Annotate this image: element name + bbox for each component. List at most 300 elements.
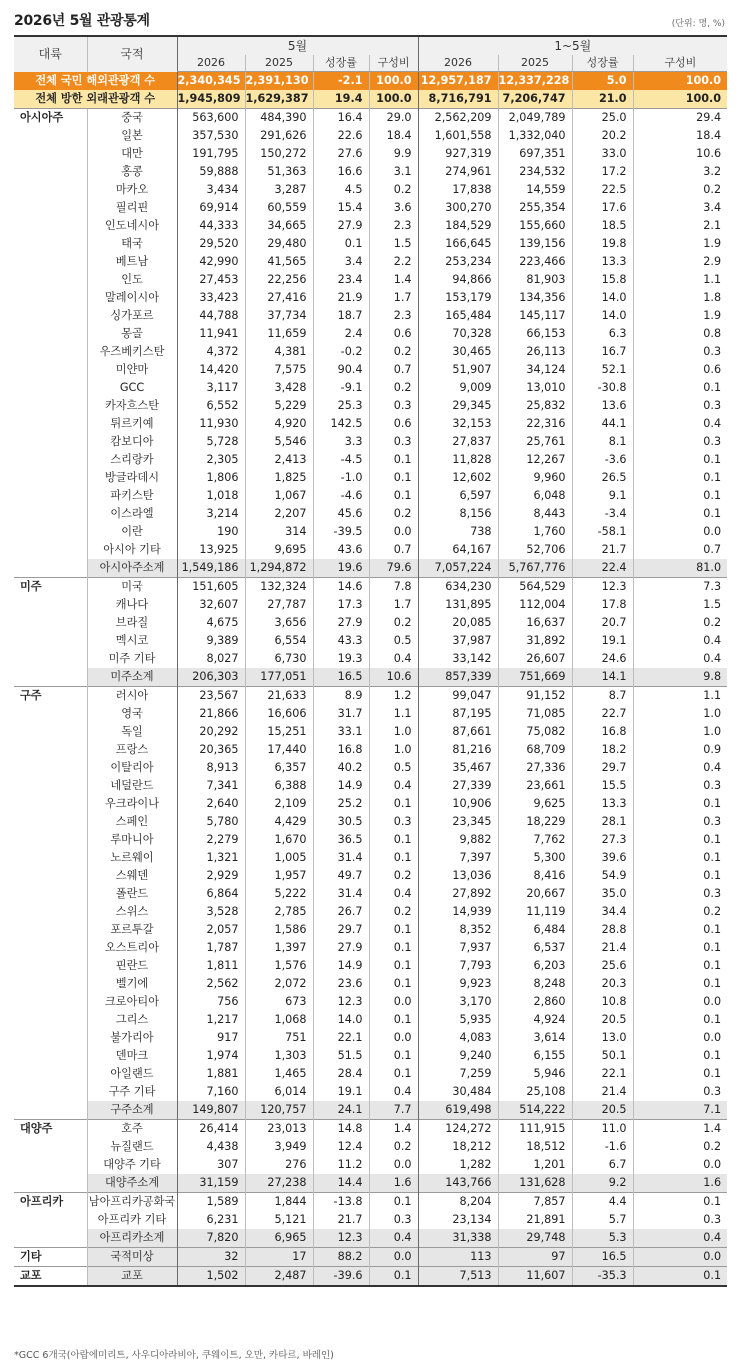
cell-may-growth: 16.5: [313, 668, 369, 687]
cell-cum-share: 0.4: [633, 759, 727, 777]
table-row: [14, 541, 727, 559]
cell-cum-share: 0.8: [633, 325, 727, 343]
cell-cum-growth: 16.7: [572, 343, 633, 361]
country-name: 프랑스: [87, 741, 177, 759]
cell-cum-2026: 165,484: [418, 307, 498, 325]
cell-cum-share: 0.6: [633, 361, 727, 379]
cell-cum-growth: 14.0: [572, 307, 633, 325]
cell-cum-2025: 81,903: [498, 271, 572, 289]
cell-may-share: 0.5: [369, 759, 418, 777]
table-row: [14, 1138, 727, 1156]
cell-cum-2026: 7,397: [418, 849, 498, 867]
cell-may-2026: 1,321: [177, 849, 245, 867]
cell-may-2026: 31,159: [177, 1174, 245, 1193]
table-row: [14, 487, 727, 505]
cell-cum-share: 0.4: [633, 1229, 727, 1248]
cell-may-2025: 37,734: [245, 307, 313, 325]
cell-may-growth: 27.6: [313, 145, 369, 163]
cell-may-share: 0.2: [369, 867, 418, 885]
table-row: [14, 397, 727, 415]
cell-may-share: 0.4: [369, 650, 418, 668]
table-row: [14, 163, 727, 181]
cell-may-growth: 14.8: [313, 1120, 369, 1139]
cell-cum-2025: 145,117: [498, 307, 572, 325]
cell-may-2025: 29,480: [245, 235, 313, 253]
cell-may-share: 1.7: [369, 596, 418, 614]
cell-may-2026: 1,549,186: [177, 559, 245, 578]
table-row: [14, 885, 727, 903]
cell-may-2026: 3,214: [177, 505, 245, 523]
cell-cum-2025: 71,085: [498, 705, 572, 723]
country-name: 싱가포르: [87, 307, 177, 325]
table-row: [14, 289, 727, 307]
cell-cum-2026: 274,961: [418, 163, 498, 181]
cell-cum-2025: 16,637: [498, 614, 572, 632]
cell-cum-share: 81.0: [633, 559, 727, 578]
cell-cum-2025: 139,156: [498, 235, 572, 253]
cell-may-growth: 14.0: [313, 1011, 369, 1029]
cell-may-share: 0.1: [369, 975, 418, 993]
cell-cum-share: 1.8: [633, 289, 727, 307]
cell-may-growth: 27.9: [313, 614, 369, 632]
cell-may-2026: 32,607: [177, 596, 245, 614]
cell-may-share: 1.0: [369, 741, 418, 759]
table-row: [14, 1211, 727, 1229]
table-row: [14, 614, 727, 632]
cell-cum-2025: 6,484: [498, 921, 572, 939]
header-region: 대륙: [14, 36, 87, 72]
cell-may-2025: 291,626: [245, 127, 313, 145]
table-row: [14, 596, 727, 614]
cell-cum-share: 0.3: [633, 343, 727, 361]
header-may-growth: 성장률: [313, 55, 369, 72]
cell-may-growth: 14.9: [313, 957, 369, 975]
cell-may-2025: 132,324: [245, 578, 313, 597]
cell-cum-2025: 134,356: [498, 289, 572, 307]
cell-may-2025: 1,068: [245, 1011, 313, 1029]
cell-cum-2025: 91,152: [498, 687, 572, 706]
cell-cum-2025: 111,915: [498, 1120, 572, 1139]
cell-may-2026: 1,589: [177, 1193, 245, 1212]
cell-cum-growth: 20.7: [572, 614, 633, 632]
cell-cum-2025: 31,892: [498, 632, 572, 650]
cell-may-share: 0.2: [369, 1138, 418, 1156]
cell-cum-2025: 564,529: [498, 578, 572, 597]
cell-may-share: 0.2: [369, 379, 418, 397]
cell-cum-share: 1.4: [633, 1120, 727, 1139]
table-row: [14, 650, 727, 668]
cell-cum-share: 29.4: [633, 109, 727, 128]
region-cell: 교포: [14, 1267, 87, 1287]
cell-may-2026: 2,057: [177, 921, 245, 939]
country-name: 홍콩: [87, 163, 177, 181]
cell-cum-share: 0.1: [633, 1011, 727, 1029]
cell-may-2026: 357,530: [177, 127, 245, 145]
total-label: 전체 방한 외래관광객 수: [14, 90, 177, 109]
cell-cum-2025: 131,628: [498, 1174, 572, 1193]
cell-cum-2025: 75,082: [498, 723, 572, 741]
cell-cum-2025: 12,267: [498, 451, 572, 469]
cell-may-2026: 1,217: [177, 1011, 245, 1029]
cell-cum-share: 0.0: [633, 1248, 727, 1267]
cell-may-2026: 307: [177, 1156, 245, 1174]
cell-may-growth: 4.5: [313, 181, 369, 199]
cell-may-growth: 12.3: [313, 1229, 369, 1248]
cell-may-growth: 17.3: [313, 596, 369, 614]
cell-cum-2025: 2,860: [498, 993, 572, 1011]
cell-may-share: 0.0: [369, 993, 418, 1011]
cell-cum-growth: 14.0: [572, 289, 633, 307]
country-name: 미주 기타: [87, 650, 177, 668]
cell-may-growth: 21.9: [313, 289, 369, 307]
cell-cum-growth: 14.1: [572, 668, 633, 687]
cell-cum-growth: 22.5: [572, 181, 633, 199]
cell-may-share: 0.7: [369, 541, 418, 559]
table-row: [14, 109, 727, 128]
cell-may-2026: 42,990: [177, 253, 245, 271]
cell-cum-2025: 26,113: [498, 343, 572, 361]
footnote: *GCC 6개국(아랍에미리트, 사우디아라비아, 쿠웨이트, 오만, 카타르, 바레인): [14, 1350, 334, 1361]
cell-cum-share: 0.0: [633, 993, 727, 1011]
cell-cum-2026: 166,645: [418, 235, 498, 253]
cell-cum-2026: 253,234: [418, 253, 498, 271]
cell-may-2025: 177,051: [245, 668, 313, 687]
cell-may-2026: 21,866: [177, 705, 245, 723]
cell-cum-2026: 153,179: [418, 289, 498, 307]
cell-cum-growth: 20.5: [572, 1101, 633, 1120]
cell-may-share: 0.1: [369, 849, 418, 867]
cell-may-growth: 3.3: [313, 433, 369, 451]
country-name: 이란: [87, 523, 177, 541]
cell-may-2026: 2,305: [177, 451, 245, 469]
cell-may-2026: 1,811: [177, 957, 245, 975]
cell-cum-share: 1.0: [633, 705, 727, 723]
header-cum-2025: 2025: [498, 55, 572, 72]
cell-may-growth: 14.6: [313, 578, 369, 597]
cell-may-growth: 49.7: [313, 867, 369, 885]
cell-may-2025: 1,465: [245, 1065, 313, 1083]
cell-cum-share: 0.2: [633, 1138, 727, 1156]
cell-cum-growth: 8.1: [572, 433, 633, 451]
region-cell: 미주: [14, 578, 87, 687]
cell-cum-2025: 18,229: [498, 813, 572, 831]
country-name: 인도네시아: [87, 217, 177, 235]
cell-may-share: 1.0: [369, 723, 418, 741]
cell-may-growth: -39.6: [313, 1267, 369, 1287]
country-name: 노르웨이: [87, 849, 177, 867]
cell-cum-growth: 17.2: [572, 163, 633, 181]
cell-cum-growth: 33.0: [572, 145, 633, 163]
cell-cum-2026: 8,716,791: [418, 90, 498, 109]
cell-cum-growth: 27.3: [572, 831, 633, 849]
cell-may-share: 0.1: [369, 795, 418, 813]
cell-cum-share: 0.3: [633, 885, 727, 903]
country-name: 크로아티아: [87, 993, 177, 1011]
country-name: 멕시코: [87, 632, 177, 650]
cell-cum-2026: 20,085: [418, 614, 498, 632]
cell-cum-share: 0.2: [633, 614, 727, 632]
cell-cum-growth: 5.0: [572, 72, 633, 91]
cell-cum-growth: 13.6: [572, 397, 633, 415]
cell-may-share: 2.3: [369, 307, 418, 325]
cell-cum-share: 3.2: [633, 163, 727, 181]
cell-cum-2025: 25,761: [498, 433, 572, 451]
cell-cum-share: 0.1: [633, 1193, 727, 1212]
cell-may-2025: 1,005: [245, 849, 313, 867]
header-may: 5월: [177, 36, 418, 55]
subtotal-row: [14, 559, 727, 578]
cell-cum-2026: 70,328: [418, 325, 498, 343]
cell-cum-2026: 1,601,558: [418, 127, 498, 145]
cell-may-2026: 5,780: [177, 813, 245, 831]
cell-may-2025: 17,440: [245, 741, 313, 759]
table-row: [14, 741, 727, 759]
cell-may-share: 0.1: [369, 1193, 418, 1212]
header-may-share: 구성비: [369, 55, 418, 72]
cell-may-growth: 16.6: [313, 163, 369, 181]
table-row: [14, 235, 727, 253]
country-name: 튀르키예: [87, 415, 177, 433]
country-name: 아일랜드: [87, 1065, 177, 1083]
country-name: 필리핀: [87, 199, 177, 217]
cell-may-2025: 120,757: [245, 1101, 313, 1120]
cell-may-share: 0.1: [369, 1047, 418, 1065]
cell-may-2026: 206,303: [177, 668, 245, 687]
country-name: 구주 기타: [87, 1083, 177, 1101]
cell-cum-2025: 14,559: [498, 181, 572, 199]
table-row: [14, 1047, 727, 1065]
table-row: [14, 795, 727, 813]
table-row: [14, 975, 727, 993]
cell-cum-2025: 66,153: [498, 325, 572, 343]
cell-may-2026: 2,562: [177, 975, 245, 993]
cell-cum-2025: 5,300: [498, 849, 572, 867]
tourism-stats-table: [14, 35, 727, 1287]
country-name: 오스트리아: [87, 939, 177, 957]
cell-cum-2025: 97: [498, 1248, 572, 1267]
cell-may-2026: 59,888: [177, 163, 245, 181]
cell-may-2025: 3,428: [245, 379, 313, 397]
cell-cum-growth: -30.8: [572, 379, 633, 397]
table-row: [14, 831, 727, 849]
header-jan-may: 1~5월: [418, 36, 727, 55]
cell-may-2026: 3,528: [177, 903, 245, 921]
cell-may-share: 0.0: [369, 523, 418, 541]
cell-cum-growth: 54.9: [572, 867, 633, 885]
cell-may-growth: 0.1: [313, 235, 369, 253]
table-row: [14, 723, 727, 741]
cell-may-2026: 191,795: [177, 145, 245, 163]
cell-may-growth: 11.2: [313, 1156, 369, 1174]
cell-may-2025: 1,825: [245, 469, 313, 487]
cell-may-2026: 3,117: [177, 379, 245, 397]
cell-cum-2026: 9,923: [418, 975, 498, 993]
cell-cum-share: 10.6: [633, 145, 727, 163]
cell-cum-share: 0.1: [633, 957, 727, 975]
cell-cum-growth: 21.4: [572, 939, 633, 957]
cell-may-2026: 14,420: [177, 361, 245, 379]
cell-may-2026: 6,864: [177, 885, 245, 903]
cell-cum-2025: 6,048: [498, 487, 572, 505]
cell-cum-share: 1.1: [633, 687, 727, 706]
table-row: [14, 921, 727, 939]
country-name: 그리스: [87, 1011, 177, 1029]
cell-cum-growth: 10.8: [572, 993, 633, 1011]
country-name: 베트남: [87, 253, 177, 271]
cell-may-2025: 2,207: [245, 505, 313, 523]
cell-may-2026: 4,372: [177, 343, 245, 361]
cell-may-2025: 15,251: [245, 723, 313, 741]
table-row: [14, 127, 727, 145]
cell-cum-2025: 155,660: [498, 217, 572, 235]
cell-cum-2026: 11,828: [418, 451, 498, 469]
cell-may-share: 2.3: [369, 217, 418, 235]
table-row: [14, 939, 727, 957]
cell-may-2025: 7,575: [245, 361, 313, 379]
cell-cum-2025: 6,537: [498, 939, 572, 957]
cell-cum-2025: 25,108: [498, 1083, 572, 1101]
cell-cum-2025: 4,924: [498, 1011, 572, 1029]
cell-may-2025: 6,357: [245, 759, 313, 777]
cell-cum-growth: 4.4: [572, 1193, 633, 1212]
subtotal-row: [14, 1248, 727, 1267]
cell-cum-share: 0.1: [633, 795, 727, 813]
cell-cum-growth: 28.1: [572, 813, 633, 831]
cell-cum-2026: 927,319: [418, 145, 498, 163]
table-row: [14, 705, 727, 723]
cell-cum-growth: 15.5: [572, 777, 633, 795]
cell-cum-2026: 87,195: [418, 705, 498, 723]
cell-may-growth: -4.5: [313, 451, 369, 469]
table-row: [14, 379, 727, 397]
cell-cum-growth: 16.8: [572, 723, 633, 741]
country-name: 폴란드: [87, 885, 177, 903]
country-name: 네덜란드: [87, 777, 177, 795]
country-name: 대만: [87, 145, 177, 163]
cell-cum-2026: 13,036: [418, 867, 498, 885]
cell-cum-2026: 35,467: [418, 759, 498, 777]
region-cell: 구주: [14, 687, 87, 1120]
cell-may-2026: 20,365: [177, 741, 245, 759]
cell-may-2026: 8,913: [177, 759, 245, 777]
cell-cum-2026: 27,892: [418, 885, 498, 903]
cell-may-share: 0.7: [369, 361, 418, 379]
country-name: 스웨덴: [87, 867, 177, 885]
country-name: 남아프리카공화국: [87, 1193, 177, 1212]
cell-may-growth: 24.1: [313, 1101, 369, 1120]
country-name: 방글라데시: [87, 469, 177, 487]
cell-may-2026: 917: [177, 1029, 245, 1047]
table-row: [14, 687, 727, 706]
cell-may-growth: 23.6: [313, 975, 369, 993]
cell-cum-share: 9.8: [633, 668, 727, 687]
cell-may-growth: 27.9: [313, 217, 369, 235]
country-name: 이탈리아: [87, 759, 177, 777]
cell-cum-2026: 7,259: [418, 1065, 498, 1083]
cell-cum-growth: 25.6: [572, 957, 633, 975]
cell-cum-growth: 21.0: [572, 90, 633, 109]
cell-cum-share: 100.0: [633, 72, 727, 91]
country-name: 스페인: [87, 813, 177, 831]
cell-cum-2026: 9,009: [418, 379, 498, 397]
table-row: [14, 1065, 727, 1083]
country-name: 미국: [87, 578, 177, 597]
cell-cum-2026: 32,153: [418, 415, 498, 433]
cell-cum-share: 0.4: [633, 415, 727, 433]
cell-cum-2025: 29,748: [498, 1229, 572, 1248]
cell-may-share: 0.5: [369, 632, 418, 650]
cell-may-2026: 756: [177, 993, 245, 1011]
country-name: 캐나다: [87, 596, 177, 614]
cell-cum-2025: 8,443: [498, 505, 572, 523]
cell-cum-share: 0.1: [633, 487, 727, 505]
table-body: [14, 72, 727, 1287]
cell-cum-share: 0.1: [633, 379, 727, 397]
cell-cum-share: 0.2: [633, 181, 727, 199]
cell-may-2025: 16,606: [245, 705, 313, 723]
cell-may-2025: 1,294,872: [245, 559, 313, 578]
cell-may-share: 0.4: [369, 1083, 418, 1101]
cell-may-growth: 19.1: [313, 1083, 369, 1101]
cell-cum-share: 18.4: [633, 127, 727, 145]
cell-may-share: 18.4: [369, 127, 418, 145]
cell-cum-2025: 223,466: [498, 253, 572, 271]
cell-may-share: 79.6: [369, 559, 418, 578]
cell-may-share: 29.0: [369, 109, 418, 128]
cell-cum-growth: 26.5: [572, 469, 633, 487]
cell-may-share: 1.7: [369, 289, 418, 307]
cell-cum-share: 2.9: [633, 253, 727, 271]
cell-cum-2026: 7,937: [418, 939, 498, 957]
cell-may-growth: -2.1: [313, 72, 369, 91]
cell-may-growth: 27.9: [313, 939, 369, 957]
cell-may-growth: 14.4: [313, 1174, 369, 1193]
cell-cum-growth: 52.1: [572, 361, 633, 379]
cell-cum-share: 1.0: [633, 723, 727, 741]
cell-cum-2025: 6,155: [498, 1047, 572, 1065]
table-row: [14, 271, 727, 289]
country-name: 아시아주소계: [87, 559, 177, 578]
header-cum-2026: 2026: [418, 55, 498, 72]
cell-cum-2025: 22,316: [498, 415, 572, 433]
cell-cum-growth: -3.6: [572, 451, 633, 469]
cell-cum-2026: 143,766: [418, 1174, 498, 1193]
cell-may-share: 0.2: [369, 181, 418, 199]
cell-cum-2026: 17,838: [418, 181, 498, 199]
header-cum-growth: 성장률: [572, 55, 633, 72]
table-row: [14, 578, 727, 597]
cell-may-growth: 43.6: [313, 541, 369, 559]
cell-cum-2026: 51,907: [418, 361, 498, 379]
cell-cum-2026: 64,167: [418, 541, 498, 559]
cell-may-growth: 33.1: [313, 723, 369, 741]
cell-cum-2025: 34,124: [498, 361, 572, 379]
cell-may-2026: 5,728: [177, 433, 245, 451]
cell-cum-share: 0.1: [633, 505, 727, 523]
country-name: 루마니아: [87, 831, 177, 849]
cell-may-share: 0.2: [369, 614, 418, 632]
cell-cum-2025: 7,857: [498, 1193, 572, 1212]
country-name: 스리랑카: [87, 451, 177, 469]
cell-cum-share: 0.4: [633, 650, 727, 668]
country-name: 구주소계: [87, 1101, 177, 1120]
cell-cum-2026: 738: [418, 523, 498, 541]
country-name: 미얀마: [87, 361, 177, 379]
cell-may-share: 1.2: [369, 687, 418, 706]
cell-may-2025: 6,014: [245, 1083, 313, 1101]
cell-may-2026: 151,605: [177, 578, 245, 597]
country-name: 덴마크: [87, 1047, 177, 1065]
